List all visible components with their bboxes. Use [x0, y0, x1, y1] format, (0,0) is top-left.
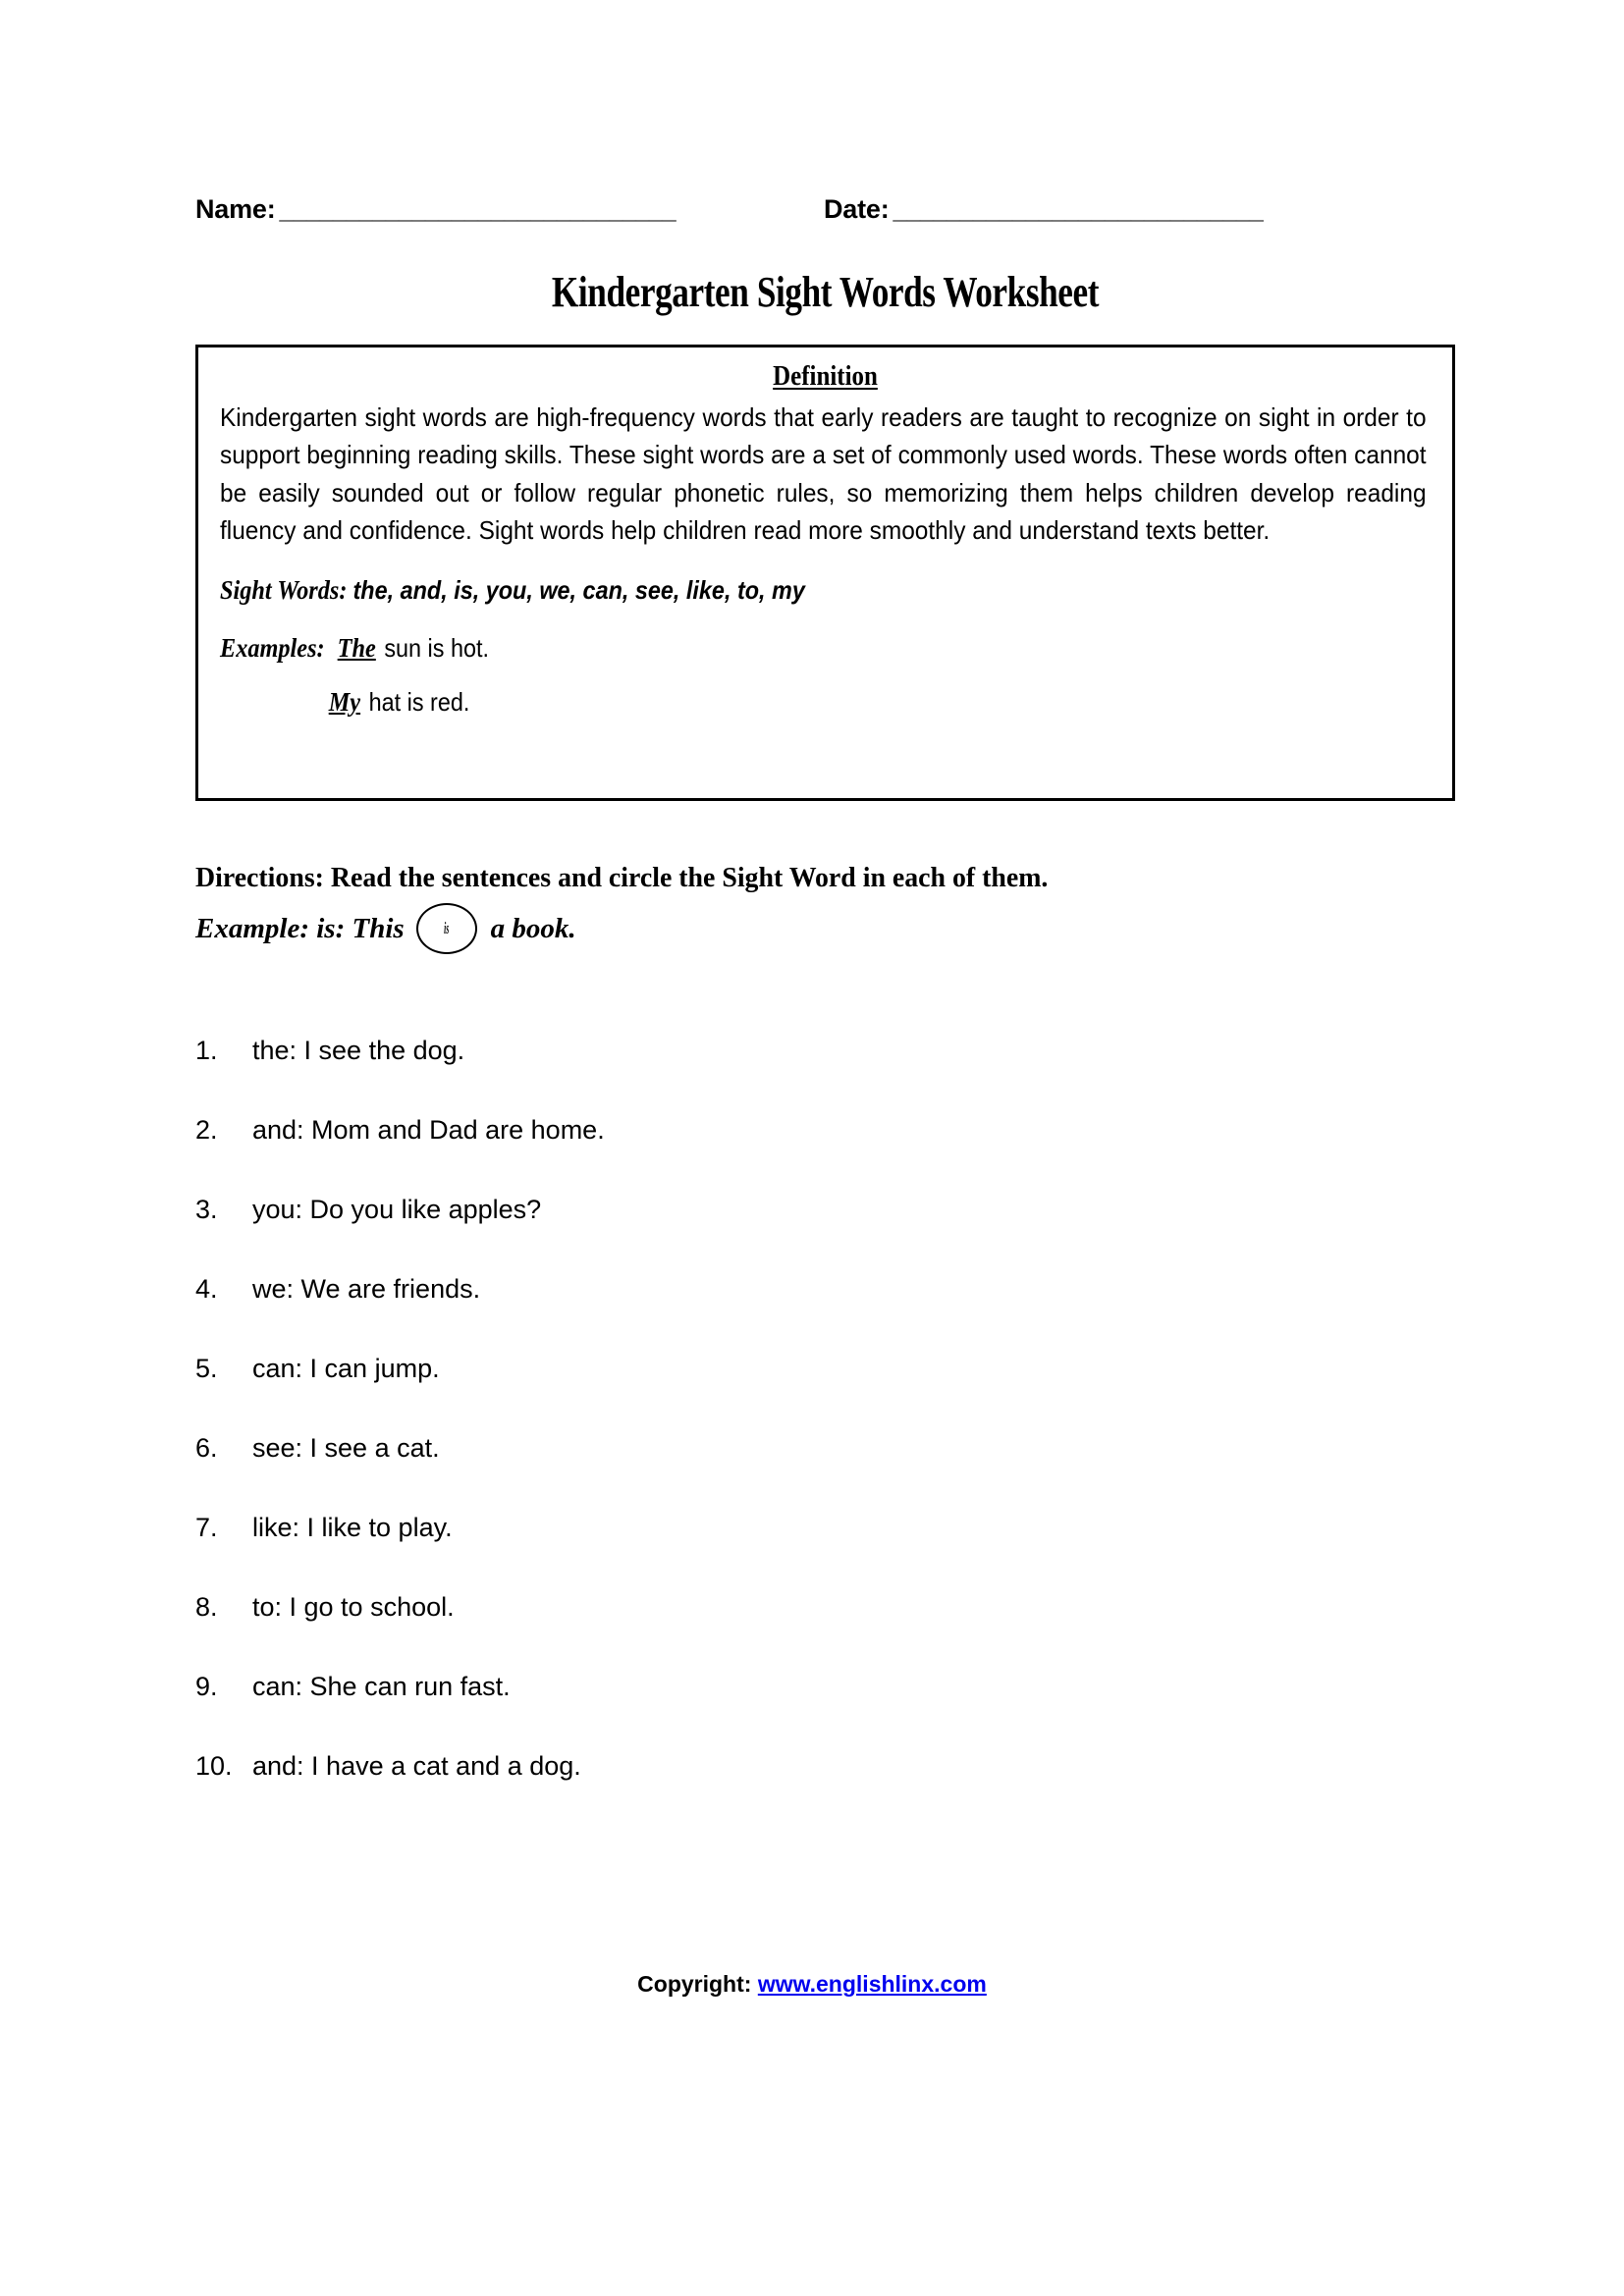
- page-title: Kindergarten Sight Words Worksheet: [551, 268, 1100, 316]
- name-field-block: [195, 194, 824, 225]
- list-item[interactable]: [195, 1433, 1275, 1513]
- list-item-text: and: Mom and Dad are home.: [252, 1115, 605, 1145]
- englishlinx-link[interactable]: www.englishlinx.com: [757, 1971, 987, 1997]
- list-item[interactable]: [195, 1592, 1275, 1672]
- definition-heading: Definition: [773, 360, 878, 392]
- directions-example-suffix: a book.: [490, 912, 576, 944]
- list-item-text: and: I have a cat and a dog.: [252, 1751, 581, 1781]
- list-item[interactable]: [195, 1115, 1275, 1195]
- circled-word-text: is: [444, 919, 450, 937]
- date-blank-line[interactable]: ____________________________: [893, 194, 1263, 224]
- directions-example-prefix: Example: is: This: [195, 912, 405, 944]
- list-item-text: like: I like to play.: [252, 1513, 453, 1542]
- directions-example-row: [195, 907, 576, 950]
- list-item-number: 7.: [195, 1513, 218, 1542]
- name-blank-line[interactable]: ______________________________: [279, 194, 676, 224]
- example-row-1: [220, 633, 1310, 664]
- list-item[interactable]: [195, 1274, 1275, 1354]
- date-label: Date:: [824, 194, 890, 224]
- sight-words-label: Sight Words:: [220, 574, 348, 605]
- list-item[interactable]: [195, 1513, 1275, 1592]
- list-item-number: 2.: [195, 1115, 218, 1145]
- list-item[interactable]: [195, 1354, 1275, 1433]
- list-item-text: the: I see the dog.: [252, 1036, 465, 1065]
- list-item-number: 1.: [195, 1036, 218, 1065]
- list-item-text: see: I see a cat.: [252, 1433, 440, 1463]
- list-item[interactable]: [195, 1751, 1275, 1831]
- directions-text: Directions: Read the sentences and circle the Sight Word in each of them.: [195, 862, 1049, 893]
- list-item-number: 5.: [195, 1354, 218, 1383]
- example-sight-word-2: My: [328, 686, 361, 717]
- example-sentence-1: sun is hot.: [384, 632, 489, 663]
- list-item-number: 8.: [195, 1592, 218, 1622]
- name-label: Name:: [195, 194, 276, 224]
- list-item-text: to: I go to school.: [252, 1592, 455, 1622]
- list-item-number: 9.: [195, 1672, 218, 1701]
- sight-words-list: the, and, is, you, we, can, see, like, to, my: [352, 574, 805, 605]
- example-sight-word-1: The: [337, 632, 376, 663]
- list-item[interactable]: [195, 1036, 1275, 1115]
- sentence-list: [195, 1036, 1275, 1831]
- copyright-label: Copyright:: [637, 1971, 752, 1997]
- definition-paragraph: Kindergarten sight words are high-frequency words that early readers are taught to recognize on sight in order to support beginning reading skills. These sight words are a set of commonly used words. These words often cannot be easily sounded out or follow regular phonetic rules, so memorizing them helps children develop reading fluency and confidence. Sight words help children read more smoothly and understand texts better.: [220, 402, 1427, 546]
- circled-sight-word: [416, 903, 477, 954]
- list-item-number: 10.: [195, 1751, 233, 1781]
- list-item-text: can: She can run fast.: [252, 1672, 511, 1701]
- name-date-row: [195, 194, 1455, 238]
- date-field-block: [824, 194, 1262, 225]
- list-item-number: 3.: [195, 1195, 218, 1224]
- definition-box: [195, 345, 1455, 801]
- sight-words-row: [220, 575, 1310, 606]
- footer: [0, 1971, 1624, 1998]
- list-item[interactable]: [195, 1672, 1275, 1751]
- list-item-number: 6.: [195, 1433, 218, 1463]
- examples-label: Examples:: [220, 632, 325, 663]
- list-item-text: you: Do you like apples?: [252, 1195, 542, 1224]
- list-item[interactable]: [195, 1195, 1275, 1274]
- list-item-number: 4.: [195, 1274, 218, 1304]
- example-sentence-2: hat is red.: [368, 686, 470, 717]
- example-row-2: [220, 687, 1310, 718]
- list-item-text: can: I can jump.: [252, 1354, 440, 1383]
- list-item-text: we: We are friends.: [252, 1274, 481, 1304]
